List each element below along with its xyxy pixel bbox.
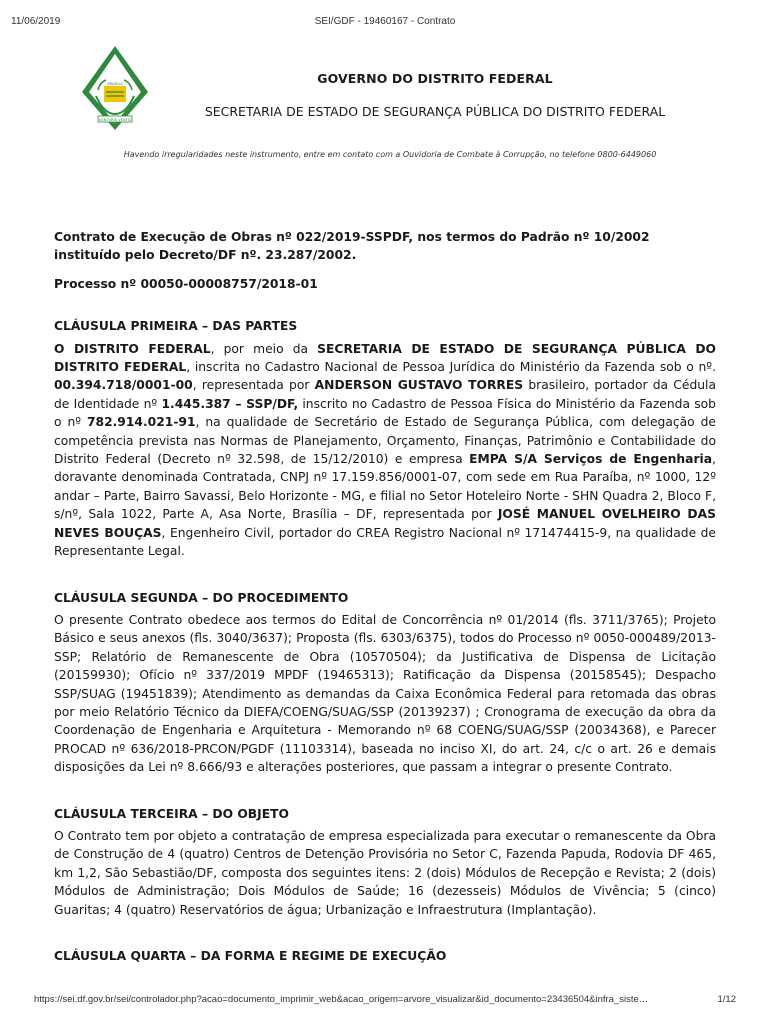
- clause-1-bold: 782.914.021-91: [86, 415, 196, 430]
- contract-title: Contrato de Execução de Obras nº 022/2019-SSPDF, nos termos do Padrão nº 10/2002 instituído pelo Decreto/DF nº. 23.287/2002.: [54, 230, 650, 263]
- print-date: 11/06/2019: [11, 16, 61, 27]
- clause-1-bold: SECRETARIA DE ESTADO DE SEGURANÇA PÚBLICA DO DISTRITO FEDERAL: [54, 341, 716, 375]
- clause-1-span: brasileiro, portador da Cédula de Identidade nº: [54, 378, 716, 411]
- crest-motto: VENTURIS VENTIS: [98, 118, 132, 122]
- clause-2-text: O presente Contrato obedece aos termos do Edital de Concorrência nº 01/2014 (fls. 3711/3765); Projeto Básico e seus anexos (fls. 3040/3637); Proposta (fls. 6303/6375), todos do Processo nº 0050-000489/2013-SSP; Relatório de Remanescente de Obra (10570504); da Justificativa de Dispensa de Licitação (20159930); Ofício nº 337/2019 MPDF (19465313); Ratificação da Dispensa (20158545); Despacho SSP/SUAG (19451839); Atendimento as demandas da Caixa Econômica Federal para retomada das obras por meio Relatório Técnico da DIEFA/COENG/SUAG/SSP (20139237) ; Cronograma de execução da obra da Coordenação de Engenharia e Arquitetura - Memorando nº 68 COENG/SUAG/SSP (20034368), e Parecer PROCAD nº 636/2018-PRCON/PGDF (11103314), baseada no inciso XI, do art. 24, c/c o art. 26 e demais disposições da Lei nº 8.666/93 e alterações posteriores, que passam a integrar o presente Contrato.: [54, 612, 716, 775]
- clause-1-span: , na qualidade de Secretário de Estado de Segurança Pública, com delegação de competência prevista nas Normas de Planejamento, Orçamento, Finanças, Patrimônio e Contabilidade do Distrito Federal (Decreto nº 32.598, de 15/12/2010) e empresa: [54, 415, 716, 467]
- clause-1-bold: ANDERSON GUSTAVO TORRES: [314, 378, 524, 393]
- print-url[interactable]: https://sei.df.gov.br/sei/controlador.php?acao=documento_imprimir_web&acao_origem=arvore_visualizar&id_documento=23436504&infra_siste…: [34, 994, 649, 1005]
- clause-1-bold: O DISTRITO FEDERAL: [54, 341, 211, 356]
- clause-1-span: , inscrita no Cadastro Nacional de Pessoa Jurídica do Ministério da Fazenda sob o nº.: [186, 360, 716, 375]
- brasilia-crest-logo: [78, 44, 152, 132]
- clause-1-span: , representada por: [192, 378, 315, 393]
- clause-1-heading: CLÁUSULA PRIMEIRA – DAS PARTES: [54, 319, 298, 334]
- clause-1-span: , doravante denominada Contratada, CNPJ nº 17.159.856/0001-07, com sede em Rua Paraíba, nº 1000, 12º andar – Parte, Bairro Savassi, Belo Horizonte - MG, e filial no Setor Hoteleiro Norte - SHN Quadra 2, Bloco F, s/nº, Sala 1022, Parte A, Asa Norte, Brasília – DF, representada por: [54, 452, 716, 522]
- clause-1-text: [54, 340, 716, 561]
- clause-1-span: , Engenheiro Civil, portador do CREA Registro Nacional nº 171474415-9, na qualidade de Representante Legal.: [54, 525, 716, 559]
- process-number: Processo nº 00050-00008757/2018-01: [54, 276, 318, 291]
- clause-1-bold: JOSÉ MANUEL OVELHEIRO DAS NEVES BOUÇAS: [54, 507, 716, 540]
- print-footer: [0, 994, 770, 1014]
- clause-3-text: O Contrato tem por objeto a contratação de empresa especializada para executar o remanescente da Obra de Construção de 4 (quatro) Centros de Detenção Provisória no Setor C, Fazenda Papuda, Rodovia DF 465, km 1,2, São Sebastião/DF, composta dos seguintes itens: 2 (dois) Módulos de Recepção e Revista; 2 (dois) Módulos de Administração; Dois Módulos de Saúde; 16 (dezesseis) Módulos de Vivência; 5 (cinco) Guaritas; 4 (quatro) Reservatórios de água; Urbanização e Infraestrutura (Implantação).: [54, 828, 716, 917]
- page-number: 1/12: [717, 994, 736, 1005]
- clause-4-heading: CLÁUSULA QUARTA – DA FORMA E REGIME DE EXECUÇÃO: [54, 949, 447, 963]
- clause-1-span: inscrito no Cadastro de Pessoa Física do Ministério da Fazenda sob o nº: [54, 396, 716, 430]
- secretariat-title: SECRETARIA DE ESTADO DE SEGURANÇA PÚBLICA DO DISTRITO FEDERAL: [204, 104, 666, 119]
- ombudsman-notice: Havendo irregularidades neste instrumento, entre em contato com a Ouvidoria de Combate à Corrupção, no telefone 0800-6449060: [123, 150, 657, 159]
- print-header: [0, 0, 770, 27]
- clause-2-heading: CLÁUSULA SEGUNDA – DO PROCEDIMENTO: [54, 590, 349, 605]
- clause-1-bold: EMPA S/A Serviços de Engenharia: [469, 452, 713, 467]
- contract-body: [54, 228, 716, 969]
- government-title: GOVERNO DO DISTRITO FEDERAL: [317, 71, 553, 86]
- clause-3-heading: CLÁUSULA TERCEIRA – DO OBJETO: [54, 806, 289, 821]
- clause-1-bold: 1.445.387 – SSP/DF,: [161, 396, 299, 411]
- crest-text: BRASÍLIA: [107, 82, 123, 86]
- crest-icon: [78, 44, 152, 132]
- clause-1-span: , por meio da: [210, 341, 318, 356]
- clause-1-bold: 00.394.718/0001-00: [54, 378, 193, 393]
- print-title: SEI/GDF - 19460167 - Contrato: [314, 16, 456, 27]
